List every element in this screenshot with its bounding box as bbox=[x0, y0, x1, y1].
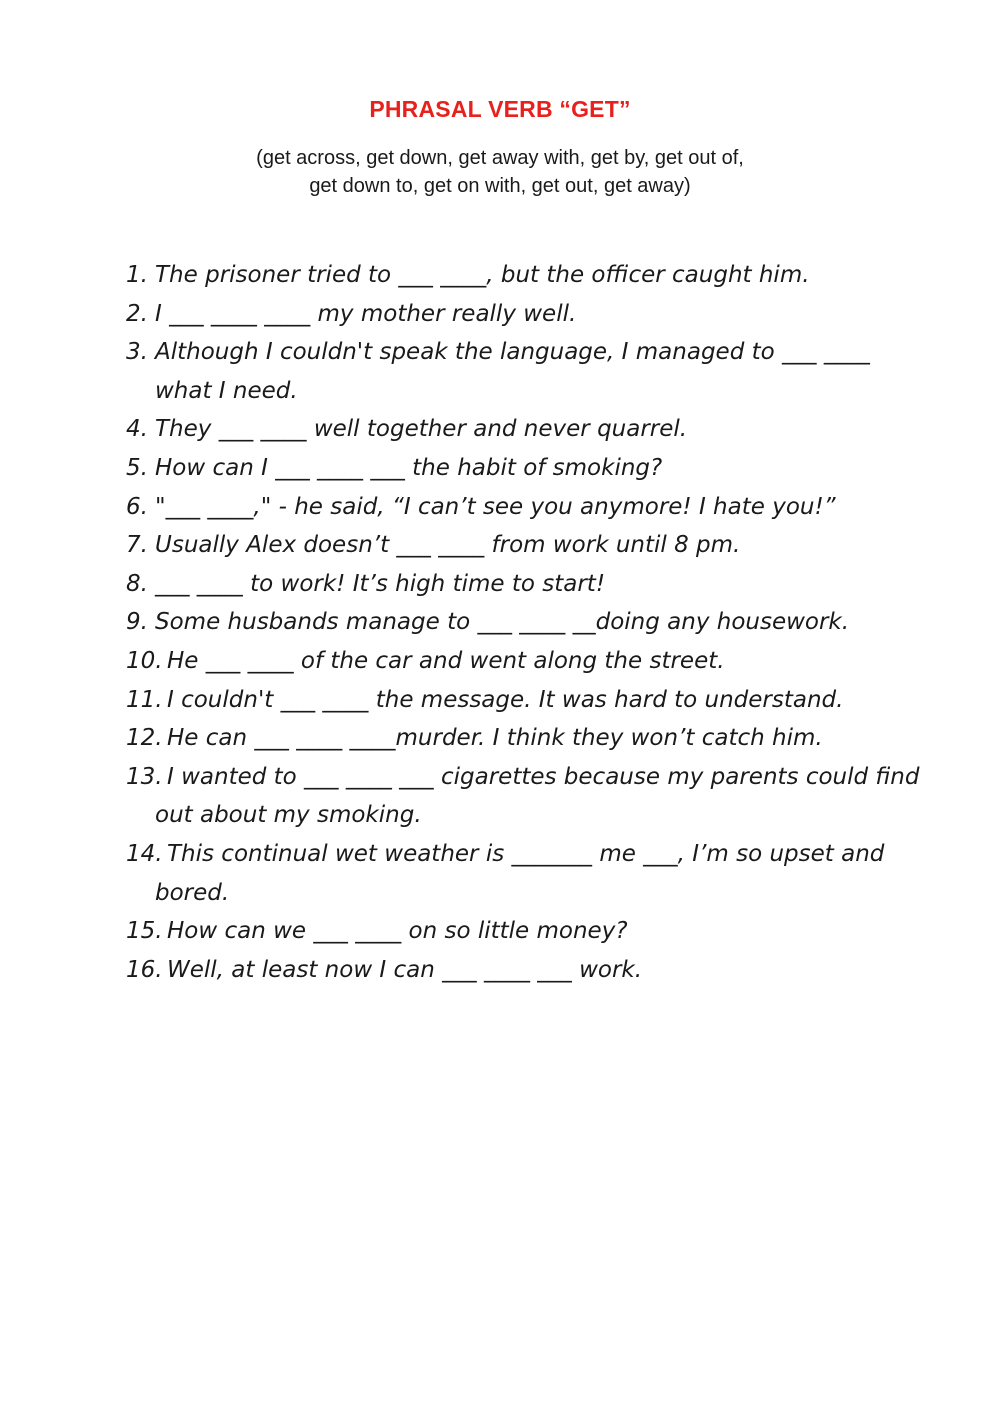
item-sentence bbox=[155, 295, 926, 334]
item-sentence-text: How can we ___ ____ on so little money? bbox=[167, 918, 628, 945]
exercise-item bbox=[126, 603, 926, 642]
exercise-item bbox=[126, 912, 926, 951]
exercise-item bbox=[126, 256, 926, 295]
item-number: 16. bbox=[126, 956, 163, 983]
item-number: 2. bbox=[126, 300, 148, 327]
item-sentence-text: Some husbands manage to ___ ____ __doing any housework. bbox=[155, 609, 850, 636]
phrasal-verb-list bbox=[0, 144, 1000, 200]
item-sentence-text: They ___ ____ well together and never quarrel. bbox=[155, 416, 688, 443]
item-sentence-text: "___ ____," - he said, “I can’t see you anymore! I hate you!” bbox=[155, 493, 836, 520]
item-sentence-text: Usually Alex doesn’t ___ ____ from work until 8 pm. bbox=[155, 532, 741, 559]
item-number: 7. bbox=[126, 532, 148, 559]
item-sentence-text: This continual wet weather is _______ me ___, I’m so upset and bbox=[167, 840, 885, 867]
item-sentence-text: The prisoner tried to ___ ____, but the officer caught him. bbox=[155, 262, 810, 288]
exercise-item bbox=[126, 333, 926, 410]
item-sentence bbox=[155, 565, 926, 604]
item-sentence bbox=[155, 758, 926, 835]
item-number: 10. bbox=[126, 647, 163, 674]
item-sentence-continuation: what I need. bbox=[155, 377, 298, 404]
item-sentence bbox=[167, 719, 926, 758]
item-sentence bbox=[155, 410, 926, 449]
exercise-item bbox=[126, 565, 926, 604]
item-number: 6. bbox=[126, 493, 148, 520]
item-sentence-continuation: out about my smoking. bbox=[155, 802, 422, 829]
item-sentence-text: How can I ___ ____ ___ the habit of smoking? bbox=[155, 454, 663, 481]
item-sentence-text: ___ ____ to work! It’s high time to start! bbox=[155, 570, 606, 597]
item-sentence bbox=[155, 835, 926, 912]
item-sentence bbox=[155, 526, 926, 565]
item-number: 1. bbox=[126, 262, 148, 288]
item-number: 15. bbox=[126, 918, 163, 945]
item-sentence-text: Although I couldn't speak the language, I managed to ___ ____ bbox=[155, 339, 870, 366]
item-sentence-text: He ___ ____ of the car and went along the street. bbox=[167, 647, 725, 674]
item-sentence bbox=[167, 681, 926, 720]
item-sentence-text: I wanted to ___ ____ ___ cigarettes because my parents could find bbox=[167, 763, 920, 790]
item-sentence bbox=[167, 642, 926, 681]
item-number: 12. bbox=[126, 725, 163, 752]
item-sentence bbox=[155, 449, 926, 488]
subtitle-line-2: get down to, get on with, get out, get away) bbox=[309, 175, 691, 197]
item-number: 5. bbox=[126, 454, 148, 481]
subtitle-line-1: (get across, get down, get away with, get by, get out of, bbox=[256, 147, 744, 169]
item-sentence-text: I couldn't ___ ____ the message. It was hard to understand. bbox=[167, 686, 844, 713]
exercise-item bbox=[126, 642, 926, 681]
item-sentence-text: Well, at least now I can ___ ____ ___ work. bbox=[167, 956, 643, 983]
item-number: 13. bbox=[126, 763, 163, 790]
item-sentence bbox=[155, 603, 926, 642]
exercise-item bbox=[126, 526, 926, 565]
exercise-item bbox=[126, 835, 926, 912]
exercise-item bbox=[126, 449, 926, 488]
exercise-item bbox=[126, 410, 926, 449]
item-sentence bbox=[155, 333, 926, 410]
exercise-item bbox=[126, 295, 926, 334]
exercise-item bbox=[126, 488, 926, 527]
item-number: 3. bbox=[126, 339, 148, 366]
item-sentence-continuation: bored. bbox=[155, 879, 230, 906]
item-number: 14. bbox=[126, 840, 163, 867]
exercise-item bbox=[126, 681, 926, 720]
item-sentence bbox=[155, 488, 926, 527]
item-number: 9. bbox=[126, 609, 148, 636]
item-sentence bbox=[167, 912, 926, 951]
exercise-item bbox=[126, 758, 926, 835]
item-sentence-text: I ___ ____ ____ my mother really well. bbox=[155, 300, 577, 327]
item-number: 8. bbox=[126, 570, 148, 597]
exercise-item bbox=[126, 951, 926, 990]
page-title: PHRASAL VERB “GET” bbox=[369, 96, 631, 122]
item-sentence bbox=[155, 256, 926, 295]
exercise-list bbox=[126, 256, 926, 989]
exercise-item bbox=[126, 719, 926, 758]
item-sentence bbox=[167, 951, 926, 990]
item-number: 11. bbox=[126, 686, 163, 713]
item-sentence-text: He can ___ ____ ____murder. I think they won’t catch him. bbox=[167, 725, 823, 752]
item-number: 4. bbox=[126, 416, 148, 443]
